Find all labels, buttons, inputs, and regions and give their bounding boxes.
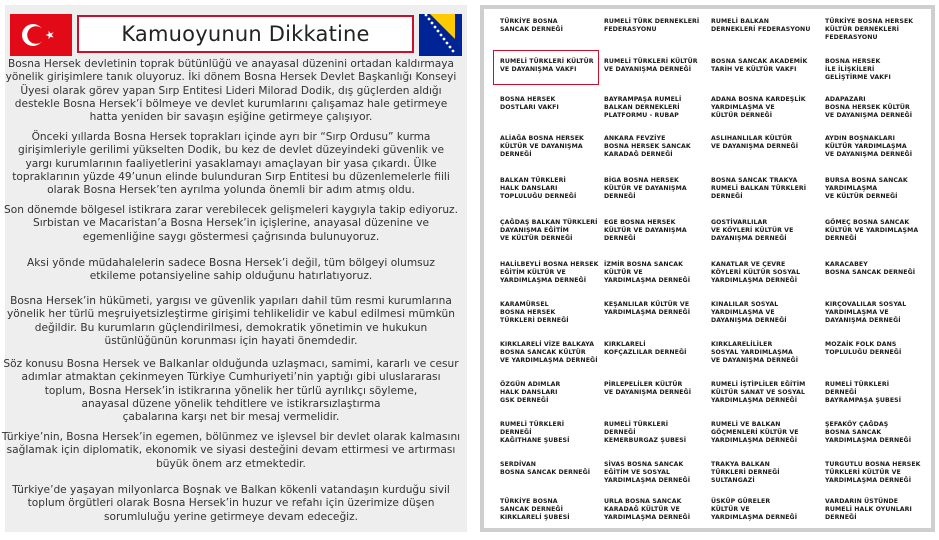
organization-name-line: ANKARA FEVZİYE — [604, 135, 666, 142]
organization-item — [604, 18, 712, 34]
paragraph-line: toplum, Bosna Hersek’in istikrarına yönelik her türlü ayrılıkçı söyleme, — [44, 384, 418, 397]
organization-name-line: ÜSKÜP GÜRELER — [711, 498, 771, 505]
paragraph-line: Aksi yönde müdahalelerin sadece Bosna Hersek’i değil, tüm bölgeyi olumsuz — [27, 257, 435, 269]
organization-name-line: HALK DANSLARI — [500, 388, 558, 396]
title-box — [77, 15, 414, 53]
organization-name-line: YARDIMLAŞMA DERNEĞİ — [604, 513, 691, 521]
organization-name-line: TÜRKLERİ DERNEĞİ — [711, 468, 780, 476]
organization-name-line: KÜLTÜR DERNEĞİ — [711, 111, 773, 119]
organization-item — [500, 301, 608, 325]
organization-name-line: VE YARDIMLAŞMA DERNEĞİ — [500, 356, 598, 364]
organization-item — [711, 461, 819, 485]
organization-item — [604, 498, 712, 522]
organization-name-line: BOSNA SANCAK KÜLTÜR — [500, 348, 586, 356]
organization-name-line: SOSYAL YARDIMLAŞMA — [711, 348, 793, 356]
organization-name-line: RUMELİ BALKAN — [711, 18, 770, 25]
organization-name-line: BOSNA HERSEK — [825, 58, 881, 65]
organization-name-line: KARAMÜRSEL — [500, 301, 549, 308]
paragraph-line: büyük önem arz etmektedir. — [156, 457, 306, 470]
paragraph-line: Türkiye’nin, Bosna Hersek’in egemen, bölünmez ve işlevsel bir devlet olarak kalmasını — [1, 431, 461, 443]
organization-name-line: YARDIMLAŞMA DERNEĞİ — [825, 436, 912, 444]
organization-item — [711, 18, 819, 34]
organization-name-line: DAYANIŞMA DERNEĞİ — [711, 316, 787, 324]
organization-name-line: YARDIMLAŞMA DERNEĞİ — [711, 396, 798, 404]
organization-item — [825, 96, 933, 120]
organization-item — [825, 219, 933, 243]
organization-name-line: YARDIMLAŞMA DERNEĞİ — [711, 276, 798, 284]
organization-item — [500, 58, 608, 74]
organization-name-line: KÜLTÜR VE YARDIMLAŞMA — [825, 226, 919, 234]
organization-name-line: VE DAYANIŞMA DERNEĞİ — [604, 65, 692, 73]
organization-item — [711, 301, 819, 325]
organization-name-line: BİGA BOSNA HERSEK — [604, 177, 679, 184]
organization-item — [825, 381, 933, 405]
organization-name-line: YARDIMLAŞMA DERNEĞİ — [825, 476, 912, 484]
organization-name-line: DERNEĞİ — [500, 428, 532, 436]
organization-name-line: KÜLTÜR DERNEKLERİ — [825, 25, 900, 33]
organization-name-line: BALKAN DERNEKLERİ — [604, 103, 680, 111]
organization-name-line: YARDIMLAŞMA VE — [711, 103, 775, 111]
organization-name-line: ASLIHANLILAR KÜLTÜR — [711, 135, 793, 142]
organization-item — [825, 341, 933, 357]
organization-item — [500, 219, 608, 243]
organization-name-line: BOSNA SANCAK — [825, 428, 882, 436]
organization-name-line: YARDIMLAŞMA DERNEĞİ — [604, 476, 691, 484]
organization-name-line: RUMELİ TÜRK DERNEKLERİ — [604, 18, 700, 25]
organization-item — [604, 135, 712, 159]
organization-name-line: TÜRKLERİ DERNEĞİ — [500, 316, 569, 324]
organization-name-line: RUMELİ TÜRKLERİ — [825, 381, 890, 388]
paragraph-line: çabalarına karşı net bir mesaj vermelidir. — [122, 411, 340, 424]
organization-name-line: VARDARIN ÜSTÜNDE — [825, 498, 899, 505]
organization-name-line: BOSNA HERSEK KÜLTÜR — [825, 103, 910, 111]
organization-item — [500, 421, 608, 445]
organization-item — [604, 381, 712, 397]
paragraph-line: Söz konusu Bosna Hersek ve Balkanlar olduğunda uzlaşmacı, samimi, kararlı ve cesur — [3, 358, 459, 370]
organization-item — [825, 461, 933, 485]
paragraph-line: Son dönemde bölgesel istikrara zarar verebilecek gelişmeleri kaygıyla takip ediyoruz. — [4, 204, 458, 216]
organization-item — [500, 135, 608, 159]
organization-name-line: SERDİVAN — [500, 461, 537, 468]
organization-name-line: BOSNA HERSEK SANCAK — [604, 142, 691, 150]
organization-item — [500, 96, 608, 112]
organization-name-line: GSK DERNEĞİ — [500, 396, 549, 404]
organization-name-line: KIRKLARELİ VİZE BALKAYA — [500, 341, 595, 348]
statement-paragraph — [0, 295, 462, 348]
organization-item — [825, 177, 933, 201]
organization-name-line: KÜLTÜR VE — [711, 505, 750, 513]
organization-name-line: VE DAYANIŞMA DERNEĞİ — [711, 142, 799, 150]
organization-name-line: DERNEĞİ — [825, 388, 857, 396]
organization-name-line: KÜLTÜR VE DAYANIŞMA — [604, 226, 687, 234]
organization-name-line: SANCAK DERNEĞİ — [500, 505, 564, 513]
organization-name-line: KINALILAR SOSYAL — [711, 301, 779, 308]
organization-name-line: YARDIMLAŞMA DERNEĞİ — [500, 276, 587, 284]
organization-name-line: RUMELİ TÜRKLERİ — [500, 421, 565, 428]
organization-item — [500, 498, 608, 522]
organization-name-line: İLE İLİŞKİLERİ — [825, 65, 875, 73]
organization-item — [825, 58, 933, 82]
organization-name-line: RUMELİ VE BALKAN — [711, 421, 781, 428]
organization-item — [825, 18, 933, 42]
organization-item — [825, 135, 933, 159]
organization-name-line: ADANA BOSNA KARDEŞLİK — [711, 96, 806, 103]
organization-name-line: ÖZGÜN ADIMLAR — [500, 381, 561, 388]
organization-name-line: YARDIMLAŞMA VE — [711, 308, 775, 316]
organization-name-line: YARDIMLAŞMA DERNEĞİ — [711, 513, 798, 521]
organization-name-line: DERNEĞİ — [604, 428, 636, 436]
organization-item — [604, 301, 712, 317]
paragraph-line: Üyesi olarak görev yapan Sırp Entitesi Lideri Milorad Dodik, dış güçlerden aldığı — [20, 84, 442, 97]
organization-name-line: KÜLTÜR VE DAYANIŞMA — [500, 142, 583, 150]
organization-name-line: VE DAYANIŞMA DERNEĞİ — [604, 388, 692, 396]
organization-name-line: RUMELİ TÜRKLERİ — [604, 421, 669, 428]
organization-name-line: BURSA BOSNA SANCAK — [825, 177, 908, 184]
organization-name-line: AYDIN BOŞNAKLARI — [825, 135, 896, 142]
organization-name-line: KOFÇAZLILAR DERNEĞİ — [604, 348, 687, 356]
organization-name-line: DERNEĞİ — [604, 234, 636, 242]
organization-name-line: KÖYLERİ KÜLTÜR SOSYAL — [711, 268, 801, 276]
organization-name-line: KARADAĞ KÜLTÜR VE — [604, 505, 680, 513]
organization-name-line: VE KÜLTÜR DERNEĞİ — [825, 192, 898, 200]
paragraph-line: yönelik girişimlere tanık oluyoruz. İki dönem Bosna Hersek Devlet Başkanlığı Konseyi — [5, 71, 457, 84]
organization-item — [711, 58, 819, 74]
organization-name-line: DERNEĞİ — [825, 513, 857, 521]
organization-item — [500, 18, 608, 34]
paragraph-line: sağlamak için diplomatik, ekonomik ve siyasi desteğini devam ettirmesi ve artırması — [6, 444, 456, 457]
organization-name-line: EGE BOSNA HERSEK — [604, 219, 676, 226]
organization-name-line: TÜRKİYE BOSNA — [500, 498, 558, 505]
paragraph-line: toplum örgütleri olarak Bosna Hersek’in huzur ve refahı için üzerimize düşen — [27, 497, 435, 510]
organization-name-line: BAYRAMPAŞA RUMELİ — [604, 96, 682, 103]
organization-item — [604, 421, 712, 445]
organization-item — [711, 135, 819, 151]
page-title: Kamuoyunun Dikkatine — [121, 22, 370, 46]
organization-item — [604, 219, 712, 243]
organization-name-line: PLATFORMU - RUBAP — [604, 111, 679, 119]
organization-name-line: BOSNA SANCAK TRAKYA — [711, 177, 798, 184]
organization-name-line: PİRLEPELİLER KÜLTÜR — [604, 381, 683, 388]
organization-name-line: İZMİR BOSNA SANCAK — [604, 261, 684, 268]
organization-name-line: KARADAĞ DERNEĞİ — [604, 150, 673, 158]
organization-item — [604, 177, 712, 201]
organization-name-line: YARDIMLAŞMA DERNEĞİ — [604, 276, 691, 284]
organization-name-line: BOSNA SANCAK AKADEMİK — [711, 58, 808, 65]
organization-name-line: RUMELİ TÜRKLERİ KÜLTÜR — [500, 58, 594, 65]
organization-name-line: DAYANIŞMA DERNEĞİ — [825, 316, 901, 324]
statement-paragraph — [0, 257, 462, 284]
paragraph-line: Bosna Hersek devletinin toprak bütünlüğü ve anayasal düzenini ortadan kaldırmaya — [8, 58, 454, 70]
paragraph-line: anayasal düzene yönelik tehditlere ve istikrarsızlaştırma — [81, 397, 381, 410]
organization-name-line: BOSNA HERSEK — [500, 96, 556, 103]
organization-name-line: KEŞANLILAR KÜLTÜR VE — [604, 301, 690, 308]
organization-name-line: EĞİTİM VE SOSYAL — [604, 468, 671, 476]
statement-paragraph — [0, 358, 462, 424]
organization-item — [604, 58, 712, 74]
organization-name-line: KIRKLARELİ — [604, 341, 646, 348]
organization-item — [604, 461, 712, 485]
paragraph-line: destekle Bosna Hersek’i bölmeye ve devlet kurumlarını çalışamaz hale getirmeye — [14, 97, 448, 110]
organization-name-line: MOZAİK FOLK DANS — [825, 341, 897, 348]
paragraph-line: üstünlüğünün korunması için hayati önemdedir. — [104, 334, 358, 347]
organization-name-line: KAĞITHANE ŞUBESİ — [500, 436, 570, 444]
paragraph-line: sorumluluğu yerine getirmeye devam edeceğiz. — [103, 510, 359, 523]
organization-name-line: YARDIMLAŞMA DERNEĞİ — [711, 436, 798, 444]
organization-name-line: KIRKLARELİ ŞUBESİ — [500, 513, 570, 521]
organization-item — [500, 461, 608, 477]
organization-name-line: DERNEĞİ — [825, 234, 857, 242]
paragraph-line: Bosna Hersek’in hükümeti, yargısı ve güvenlik yapıları dahil tüm resmi kurumlarına — [10, 295, 452, 307]
organization-name-line: DAYANIŞMA EĞİTİM — [500, 226, 569, 234]
organization-item — [825, 301, 933, 325]
organization-item — [825, 498, 933, 522]
organization-item — [500, 261, 608, 285]
statement-paragraph — [0, 484, 462, 524]
organization-item — [711, 177, 819, 201]
organization-name-line: BOSNA HERSEK — [500, 308, 556, 316]
organization-name-line: EĞİTİM KÜLTÜR VE — [500, 268, 566, 276]
organization-name-line: VE DAYANIŞMA VAKFI — [500, 65, 577, 73]
organization-name-line: KÜLTÜR VE — [604, 268, 643, 276]
organization-name-line: TOPLULUĞU DERNEĞİ — [825, 348, 902, 356]
organization-name-line: TÜRKİYE BOSNA HERSEK — [825, 18, 914, 25]
organization-name-line: HALK DANSLARI — [500, 184, 558, 192]
organization-name-line: VE DAYANIŞMA DERNEĞİ — [825, 111, 913, 119]
organization-item — [711, 341, 819, 365]
organization-name-line: ÇAĞDAŞ BALKAN TÜRKLERİ — [500, 219, 598, 226]
organization-name-line: VE KÜLTÜR DERNEĞİ — [500, 234, 573, 242]
organization-name-line: DERNEĞİ — [711, 192, 743, 200]
turkey-flag-icon — [10, 14, 72, 56]
statement-paragraph — [0, 131, 462, 197]
organization-name-line: KIRÇOVALILAR SOSYAL — [825, 301, 907, 308]
organization-name-line: KEMERBURGAZ ŞUBESİ — [604, 436, 687, 444]
paragraph-line: yönelik her türlü meşruiyetsizleştirme girişimi tehlikelidir ve kabul edilmesi mümkün — [7, 308, 455, 321]
organization-name-line: KÜLTÜR YARDIMLAŞMA — [825, 142, 907, 150]
statement-paragraph — [0, 431, 462, 471]
organization-item — [500, 177, 608, 201]
paragraph-line: girişimleriyle gerilimi yükselten Dodik, bu kez de devlet düzeyindeki güvenlik ve — [17, 144, 445, 157]
organization-name-line: YARDIMLAŞMA VE — [825, 308, 889, 316]
organization-item — [500, 381, 608, 405]
organization-name-line: VE KÖYLERİ KÜLTÜR VE — [711, 226, 794, 234]
organization-name-line: RUMELİ TÜRKLERİ KÜLTÜR — [604, 58, 698, 65]
statement-paragraph — [0, 204, 462, 244]
organization-item — [711, 421, 819, 445]
organization-name-line: ALİAĞA BOSNA HERSEK — [500, 135, 584, 142]
organization-name-line: DERNEKLERİ FEDERASYONU — [711, 25, 811, 33]
organization-item — [711, 261, 819, 285]
organization-name-line: HALİLBEYLİ BOSNA HERSEK — [500, 261, 599, 268]
paragraph-line: adımlar atmaktan çekinmeyen Türkiye Cumhuriyeti’nin yaptığı gibi uluslararası — [21, 371, 441, 384]
organization-name-line: FEDERASYONU — [825, 33, 878, 41]
organization-name-line: SULTANGAZİ — [711, 476, 755, 484]
organization-name-line: ŞEFAKÖY ÇAĞDAŞ — [825, 421, 889, 428]
organization-name-line: TÜRKLERİ KÜLTÜR VE — [825, 468, 901, 476]
organization-name-line: DERNEĞİ — [500, 150, 532, 158]
organization-name-line: GOSTİVARLILAR — [711, 219, 768, 226]
paragraph-line: Önceki yıllarda Bosna Hersek toprakları içinde ayrı bir “Sırp Ordusu” kurma — [31, 131, 431, 143]
organization-item — [711, 498, 819, 522]
organization-item — [604, 341, 712, 357]
organization-name-line: KARACABEY — [825, 261, 868, 268]
paragraph-line: egemenliğine saygı göstermesi çağrısında bulunuyoruz. — [82, 230, 380, 243]
organization-name-line: TÜRKİYE BOSNA — [500, 18, 558, 25]
organization-name-line: VE DAYANIŞMA DERNEĞİ — [825, 150, 913, 158]
paragraph-line: yargı kurumlarının faaliyetlerini yasaklamayı amaçlayan bir yasa çıkardı. Ülke — [25, 157, 437, 170]
paragraph-line: olarak Bosna Hersek’ten ayrılma yolunda önemli bir adım atmış oldu. — [47, 184, 415, 197]
organization-name-line: TOPLULUĞU DERNEĞİ — [500, 192, 577, 200]
organization-name-line: KÜLTÜR SANAT VE SOSYAL — [711, 388, 806, 396]
organization-name-line: KANATLAR VE ÇEVRE — [711, 261, 786, 268]
organization-name-line: URLA BOSNA SANCAK — [604, 498, 682, 505]
organization-name-line: YARDIMLAŞMA DERNEĞİ — [604, 308, 691, 316]
organization-name-line: TARİH VE KÜLTÜR VAKFI — [711, 65, 797, 73]
organization-item — [711, 381, 819, 405]
organization-name-line: KÜLTÜR VE DAYANIŞMA — [604, 184, 687, 192]
organization-name-line: KIRKLARELİLİLER — [711, 341, 773, 348]
organization-item — [500, 341, 608, 365]
organization-name-line: ADAPAZARI — [825, 96, 866, 103]
organization-name-line: RUMELİ HALK OYUNLARI — [825, 505, 912, 513]
organization-name-line: TRAKYA BALKAN — [711, 461, 770, 468]
paragraph-line: etkileme potansiyeline sahip olduğunu hatırlatıyoruz. — [89, 270, 373, 283]
organization-name-line: TURGUTLU BOSNA HERSEK — [825, 461, 921, 468]
organization-name-line: SİVAS BOSNA SANCAK — [604, 461, 684, 468]
organization-name-line: GÖMEÇ BOSNA SANCAK — [825, 219, 910, 226]
paragraph-line: hatta yeniden bir savaşın eşiğine getirmeye çalışıyor. — [89, 111, 373, 124]
organization-name-line: DAYANIŞMA DERNEĞİ — [711, 234, 787, 242]
organization-name-line: GELİŞTİRME VAKFI — [825, 73, 891, 81]
organization-item — [711, 219, 819, 243]
organization-name-line: VE DAYANIŞMA DERNEĞİ — [711, 356, 799, 364]
organization-item — [604, 96, 712, 120]
paragraph-line: topraklarının yüzde 49’unun elinde bulunduran Sırp Entitesi bu düzenlemelerle fiili — [12, 170, 450, 183]
organization-name-line: GÖÇMENLERİ KÜLTÜR VE — [711, 428, 799, 436]
statement-paragraph — [0, 58, 462, 124]
organization-item — [825, 421, 933, 445]
organization-item — [825, 261, 933, 277]
organization-name-line: BOSNA SANCAK DERNEĞİ — [500, 468, 591, 476]
paragraph-line: Türkiye’de yaşayan milyonlarca Boşnak ve Balkan kökenli vatandaşın kurduğu sivil — [12, 484, 450, 496]
organization-name-line: YARDIMLAŞMA — [825, 184, 878, 192]
bosnia-flag-icon — [419, 14, 462, 56]
organization-name-line: FEDERASYONU — [604, 25, 657, 33]
organization-name-line: BAYRAMPAŞA ŞUBESİ — [825, 396, 902, 404]
organization-name-line: DOSTLARI VAKFI — [500, 103, 559, 111]
organization-item — [711, 96, 819, 120]
organization-name-line: RUMELİ İŞTİPLİLER EĞİTİM — [711, 381, 806, 388]
organization-name-line: BOSNA SANCAK DERNEĞİ — [825, 268, 916, 276]
organization-name-line: DERNEĞİ — [604, 192, 636, 200]
organization-name-line: RUMELİ BALKAN TÜRKLERİ — [711, 184, 807, 192]
organization-item — [604, 261, 712, 285]
paragraph-line: Sırbistan ve Macaristan’a Bosna Hersek’in içişlerine, anayasal düzenine ve — [33, 217, 429, 230]
organization-name-line: SANCAK DERNEĞİ — [500, 25, 564, 33]
organization-name-line: BALKAN TÜRKLERİ — [500, 177, 566, 184]
paragraph-line: değildir. Bu kurumların güçlendirilmesi, demokratik yönetimin ve hukukun — [34, 321, 428, 334]
